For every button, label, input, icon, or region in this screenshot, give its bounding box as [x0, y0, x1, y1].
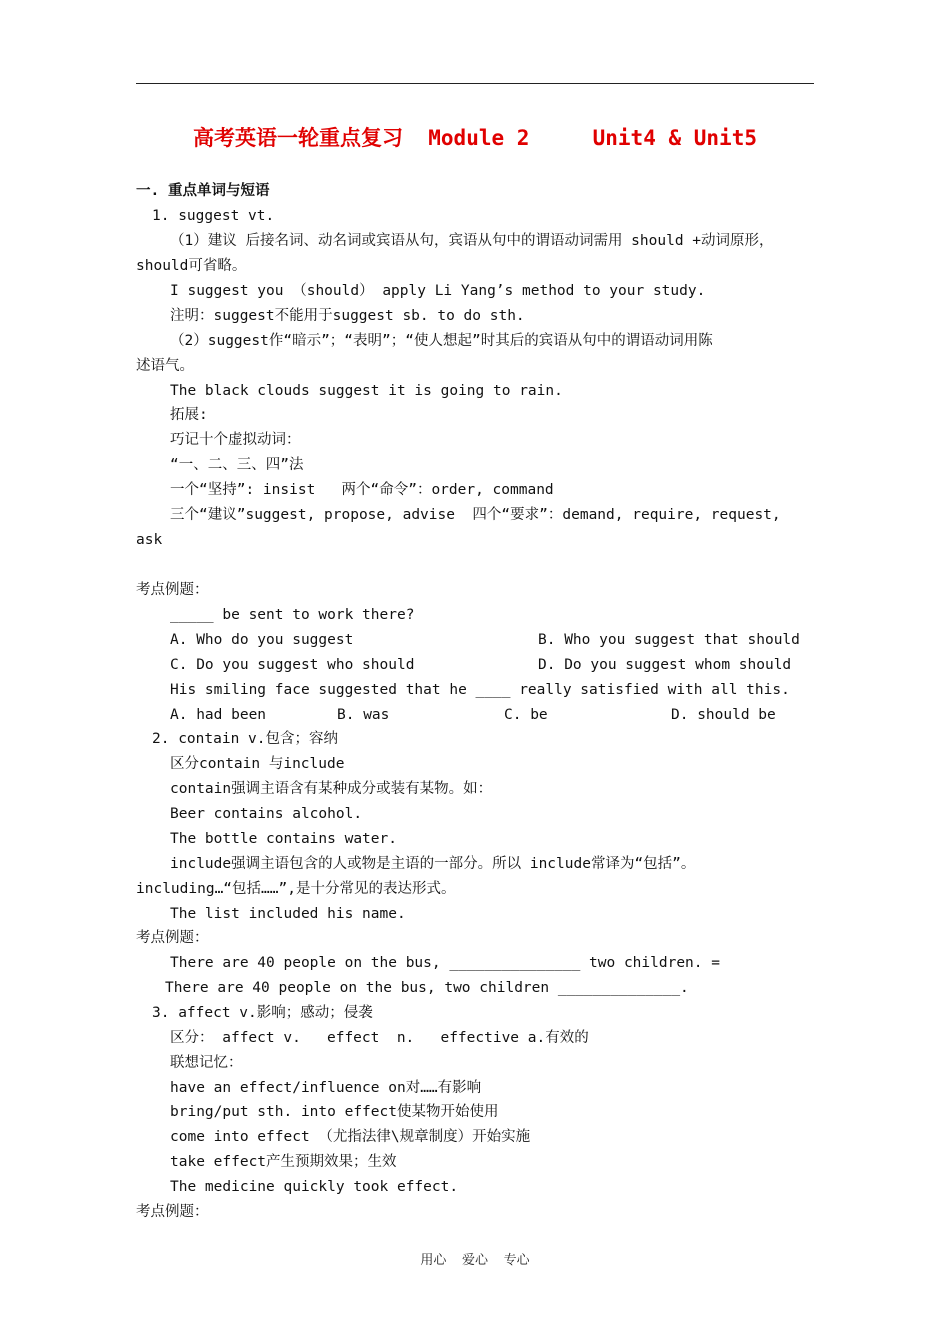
- question-1-option-c: C. Do you suggest who should: [170, 657, 415, 673]
- contain-example-1: Beer contains alcohol.: [170, 806, 363, 822]
- exercise-label: 考点例题：: [136, 1204, 209, 1220]
- method-line: “一、二、三、四”法: [170, 457, 304, 473]
- contain-distinguish: 区分contain 与include: [170, 756, 345, 772]
- word-suggest-heading: 1. suggest vt.: [152, 208, 275, 224]
- question-2-option-b: B. was: [337, 707, 390, 723]
- question-1-option-a: A. Who do you suggest: [170, 632, 354, 648]
- question-2-option-c: C. be: [504, 707, 548, 723]
- word-affect-heading: 3. affect v.影响；感动；侵袭: [152, 1005, 373, 1021]
- affect-phrase-1: have an effect/influence on对……有影响: [170, 1080, 482, 1096]
- word-contain-heading: 2. contain v.包含；容纳: [152, 731, 338, 747]
- affect-example: The medicine quickly took effect.: [170, 1179, 459, 1195]
- extension-label: 拓展:: [170, 407, 208, 423]
- section-heading: 一. 重点单词与短语: [136, 183, 270, 199]
- question-2-option-d: D. should be: [671, 707, 776, 723]
- question-2-stem: His smiling face suggested that he ____ really satisfied with all this.: [170, 682, 790, 698]
- suggest-rule-1a: （1）建议 后接名词、动名词或宾语从句，宾语从句中的谓语动词需用 should +动词原形，: [170, 233, 774, 249]
- question-1-option-d: D. Do you suggest whom should: [538, 657, 792, 673]
- question-3-line-2: There are 40 people on the bus, two children ______________.: [165, 980, 689, 996]
- suggest-rule-2b: 述语气。: [136, 358, 194, 374]
- question-1-option-b: B. Who you suggest that should: [538, 632, 800, 648]
- verbs-ask: ask: [136, 532, 163, 548]
- page-footer: 用心 爱心 专心: [420, 1253, 530, 1268]
- suggest-note: 注明：suggest不能用于suggest sb. to do sth.: [170, 308, 525, 324]
- contain-rule: contain强调主语含有某种成分或装有某物。如：: [170, 781, 493, 797]
- affect-association-label: 联想记忆：: [170, 1055, 243, 1071]
- header-rule: [136, 83, 814, 84]
- include-rule-a: include强调主语包含的人或物是主语的一部分。所以 include常译为“包括”。: [170, 856, 696, 872]
- suggest-rule-1b: should可省略。: [136, 258, 247, 274]
- document-title: 高考英语一轮重点复习 Module 2 Unit4 & Unit5: [192, 126, 757, 150]
- contain-example-2: The bottle contains water.: [170, 831, 397, 847]
- exercise-label: 考点例题：: [136, 582, 209, 598]
- affect-distinguish: 区分： affect v. effect n. effective a.有效的: [170, 1030, 589, 1046]
- verbs-three-four: 三个“建议”suggest, propose, advise 四个“要求”：demand, require, request,: [170, 507, 781, 523]
- verbs-one-two: 一个“坚持”: insist 两个“命令”：order, command: [170, 482, 554, 498]
- question-1-stem: _____ be sent to work there?: [170, 607, 415, 623]
- question-3-line-1: There are 40 people on the bus, _______________ two children. =: [170, 955, 720, 971]
- suggest-example-1: I suggest you （should） apply Li Yang’s method to your study.: [170, 283, 706, 299]
- affect-phrase-2: bring/put sth. into effect使某物开始使用: [170, 1104, 499, 1120]
- exercise-label: 考点例题：: [136, 930, 209, 946]
- include-rule-b: including…“包括……”,是十分常见的表达形式。: [136, 881, 456, 897]
- suggest-rule-2a: （2）suggest作“暗示”；“表明”；“使人想起”时其后的宾语从句中的谓语动词用陈: [170, 333, 713, 349]
- memo-line: 巧记十个虚拟动词：: [170, 432, 301, 448]
- affect-phrase-4: take effect产生预期效果；生效: [170, 1154, 397, 1170]
- suggest-example-2: The black clouds suggest it is going to rain.: [170, 383, 563, 399]
- affect-phrase-3: come into effect （尤指法律\规章制度）开始实施: [170, 1129, 531, 1145]
- include-example: The list included his name.: [170, 906, 406, 922]
- question-2-option-a: A. had been: [170, 707, 267, 723]
